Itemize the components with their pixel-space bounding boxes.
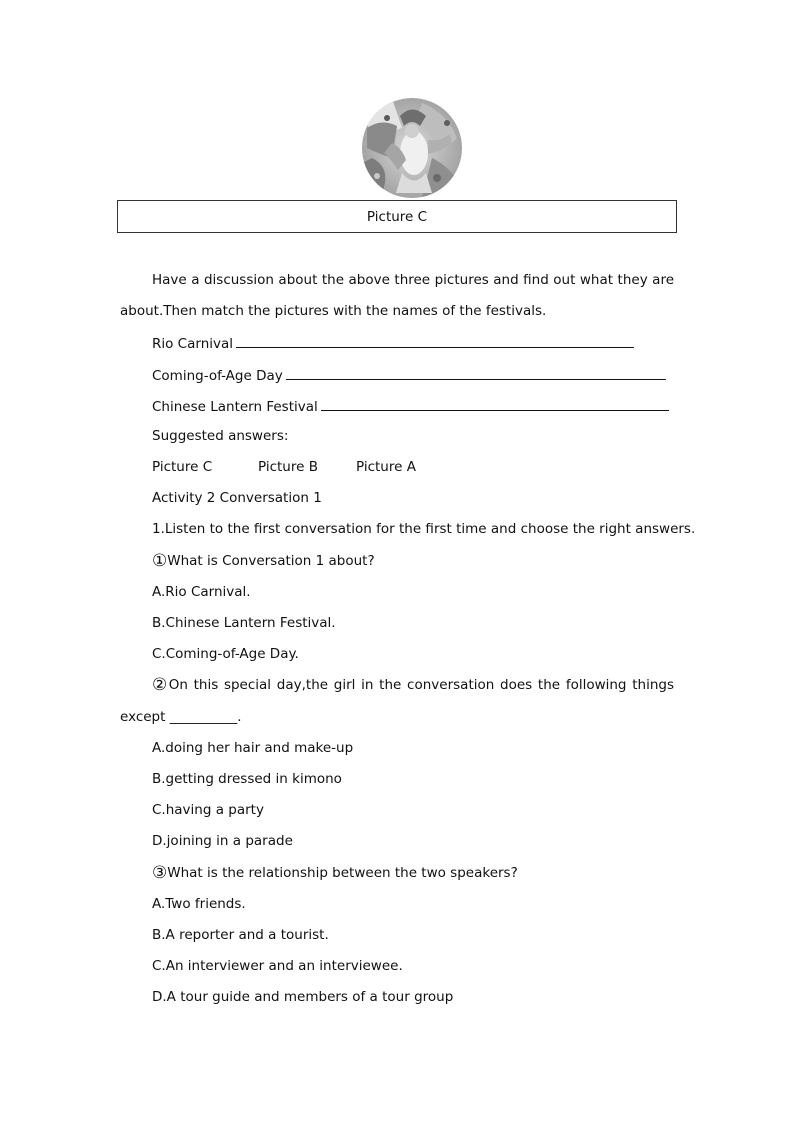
question-2-option-b: B.getting dressed in kimono: [152, 771, 342, 787]
question-2: [152, 676, 674, 694]
question-text: What is Conversation 1 about?: [167, 553, 375, 569]
instructions-line-1: Have a discussion about the above three pictures and find out what they are: [152, 272, 674, 288]
instructions-line-2: about.Then match the pictures with the names of the festivals.: [120, 303, 547, 319]
question-1: [152, 552, 375, 570]
question-1-option-c: C.Coming-of-Age Day.: [152, 646, 299, 662]
suggested-answers-row: [152, 458, 416, 476]
match-item-chinese-lantern-festival: [152, 396, 669, 416]
suggested-answers-heading: Suggested answers:: [152, 428, 289, 444]
match-label: Chinese Lantern Festival: [152, 399, 318, 415]
question-text: On this special day,the girl in the conversation does the following things: [168, 677, 674, 693]
question-3-option-b: B.A reporter and a tourist.: [152, 927, 329, 943]
question-text: What is the relationship between the two speakers?: [167, 865, 518, 881]
question-3-option-c: C.An interviewer and an interviewee.: [152, 958, 403, 974]
question-3-option-d: D.A tour guide and members of a tour group: [152, 989, 454, 1005]
question-1-option-a: A.Rio Carnival.: [152, 584, 251, 600]
question-3: [152, 864, 518, 882]
question-number: ①: [152, 551, 168, 571]
activity-heading: Activity 2 Conversation 1: [152, 490, 322, 506]
picture-caption: Picture C: [366, 208, 428, 225]
activity-task: 1.Listen to the first conversation for the first time and choose the right answers.: [152, 521, 696, 537]
question-number: ②: [152, 675, 169, 695]
question-3-option-a: A.Two friends.: [152, 896, 246, 912]
match-label: Rio Carnival: [152, 336, 234, 352]
picture-caption-box: [117, 200, 677, 233]
suggested-answer: Picture C: [152, 459, 213, 475]
match-label: Coming-of-Age Day: [152, 368, 283, 384]
match-item-coming-of-age-day: [152, 365, 666, 385]
answer-blank[interactable]: [321, 396, 669, 411]
picture-c-photo: [362, 98, 462, 198]
answer-blank[interactable]: [236, 333, 634, 348]
match-item-rio-carnival: [152, 333, 634, 353]
question-2-continuation: except __________.: [120, 709, 242, 725]
question-number: ③: [152, 863, 168, 883]
answer-blank[interactable]: [286, 365, 666, 380]
suggested-answer: Picture A: [356, 459, 416, 475]
carnival-dancer-image: [362, 98, 462, 198]
question-2-option-d: D.joining in a parade: [152, 833, 293, 849]
question-2-option-c: C.having a party: [152, 802, 264, 818]
suggested-answer: Picture B: [258, 459, 318, 475]
question-1-option-b: B.Chinese Lantern Festival.: [152, 615, 336, 631]
question-2-option-a: A.doing her hair and make-up: [152, 740, 354, 756]
